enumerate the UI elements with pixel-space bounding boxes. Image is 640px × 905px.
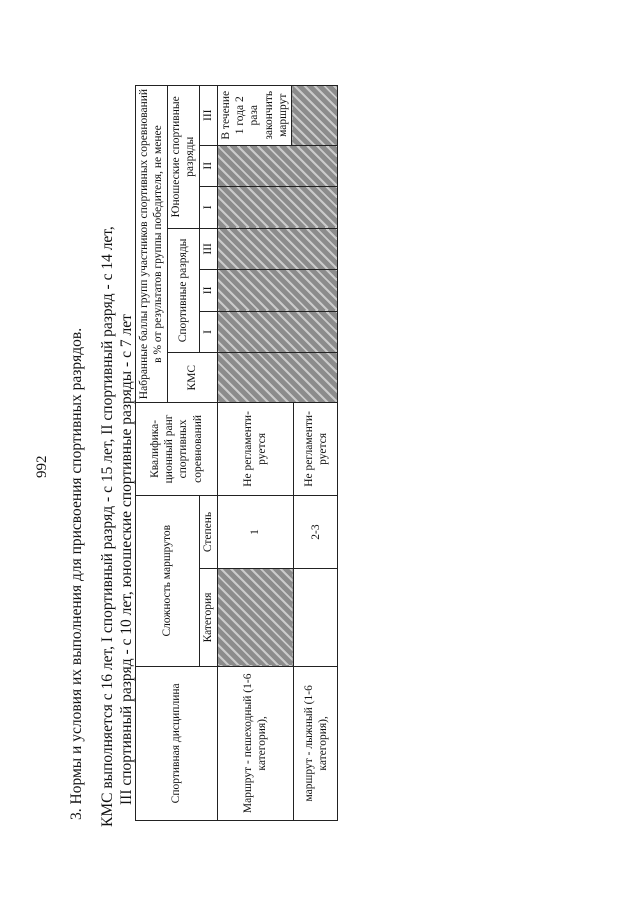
shaded-cell (217, 228, 338, 270)
header-points: Набранные баллы групп участников спортивных соревнований в % от результатов группы победителя, не менее (136, 86, 168, 403)
shaded-cell (217, 187, 338, 229)
header-youth-3: III (199, 86, 217, 146)
header-sport-ranks: Спортивные разряды (167, 228, 199, 353)
header-youth-1: I (199, 187, 217, 229)
header-youth-2: II (199, 145, 217, 187)
header-degree: Степень (199, 495, 217, 569)
shaded-cell (217, 353, 338, 403)
degree-2-3: 2-3 (294, 495, 338, 569)
discipline-pedestrian: Маршрут - пешеходный (1-6 категория), (217, 666, 294, 820)
shaded-cell (217, 270, 338, 312)
shaded-cell (217, 569, 294, 666)
shaded-cell (217, 145, 338, 187)
heading-line-3: III спортивный разряд - с 10 лет, юношеские спортивные разряды - с 7 лет (118, 314, 135, 805)
header-youth-ranks: Юношеские спортивные разряды (167, 86, 199, 229)
shaded-cell (292, 86, 338, 146)
norms-table (135, 85, 338, 821)
shaded-cell-placeholder (294, 569, 338, 666)
header-qualification-rank: Квалифика- ционный ранг спортивных соревнований (136, 403, 218, 496)
header-complexity: Сложность маршрутов (136, 495, 200, 666)
header-kms: КМС (167, 353, 217, 403)
header-rank-2: II (199, 270, 217, 312)
rank-not-regulated-2: Не регламенти- руется (294, 403, 338, 496)
heading-line-2: КМС выполняется с 16 лет, I спортивный разряд - с 15 лет, II спортивный разряд - с 14 лет, (99, 226, 116, 827)
degree-1: 1 (217, 495, 294, 569)
shaded-cell (217, 311, 338, 353)
youth-3-note: В течение 1 года 2 раза закончить маршрут (217, 86, 292, 146)
discipline-ski: маршрут - лыжный (1-6 категория), (294, 666, 338, 820)
rank-not-regulated-1: Не регламенти- руется (217, 403, 294, 496)
header-discipline: Спортивная дисциплина (136, 666, 218, 820)
header-rank-3: III (199, 228, 217, 270)
header-category: Категория (199, 569, 217, 666)
header-rank-1: I (199, 311, 217, 353)
heading-line-1: 3. Нормы и условия их выполнения для присвоения спортивных разрядов. (68, 327, 85, 820)
page-number: 992 (34, 455, 50, 478)
